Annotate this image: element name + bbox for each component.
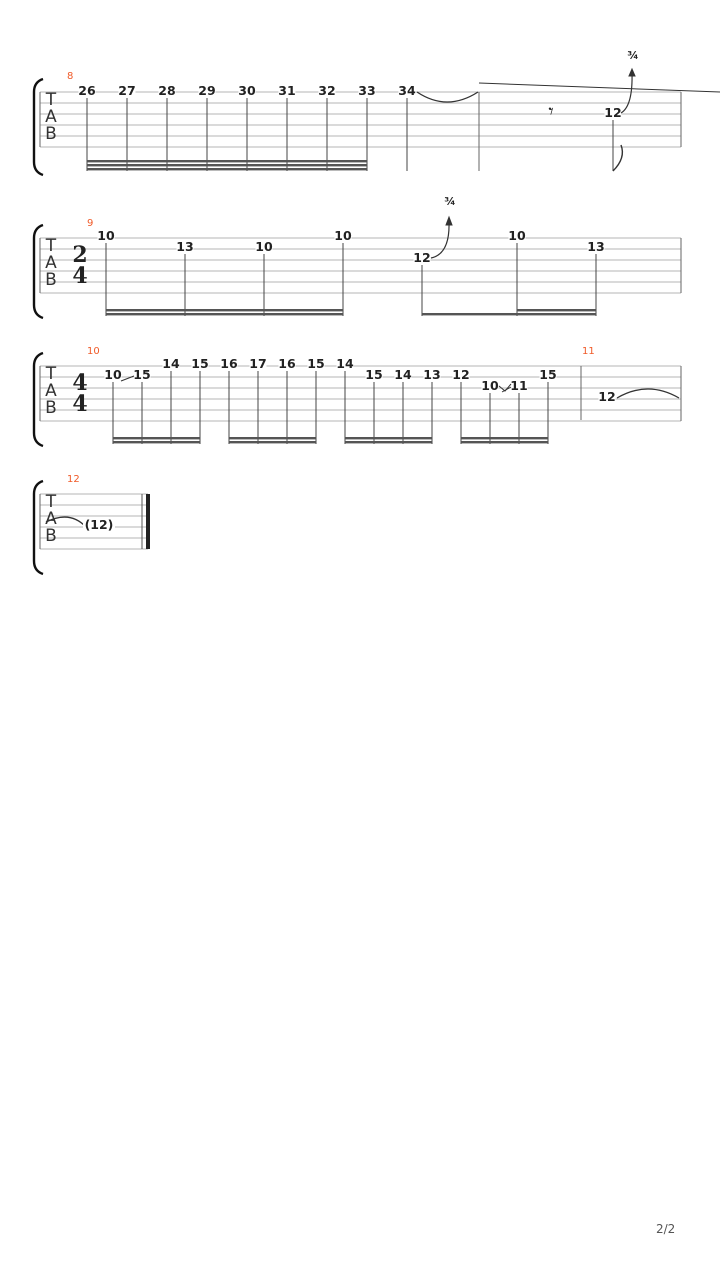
fret-number: 16	[220, 356, 238, 371]
page-indicator: 2/2	[656, 1222, 676, 1236]
note-flag	[613, 145, 622, 171]
fret-number: 32	[318, 83, 336, 98]
bend-arrowhead	[629, 69, 635, 76]
fret-number: 12	[413, 250, 431, 265]
fret-number: 15	[365, 367, 383, 382]
fret-number: 15	[191, 356, 209, 371]
fret-number: 26	[78, 83, 96, 98]
fret-number: 10	[508, 228, 526, 243]
fret-number: 27	[118, 83, 136, 98]
fret-number-tied: 12	[598, 389, 616, 404]
beam-16th	[229, 441, 316, 443]
fret-number: 13	[176, 239, 194, 254]
system-1-tab-clef-a: A	[45, 107, 57, 127]
beam-16th	[113, 441, 200, 443]
beam-16th	[106, 313, 343, 315]
beam-16th	[345, 437, 432, 439]
fret-number: 17	[249, 356, 267, 371]
time-signature-2-4-bottom: 4	[72, 263, 88, 289]
tie-arc	[417, 92, 478, 102]
system-3-tab-clef-b: B	[45, 398, 57, 418]
fret-number: 34	[398, 83, 416, 98]
fret-number: 13	[423, 367, 441, 382]
time-signature-2-4-top: 2	[72, 242, 88, 268]
fret-number: 10	[481, 378, 499, 393]
slide-line	[479, 83, 720, 92]
measure-number-9: 9	[87, 218, 94, 229]
final-barline-thick	[146, 494, 150, 549]
time-signature-4-4-bottom: 4	[72, 391, 88, 417]
fret-number: 12	[452, 367, 470, 382]
beam-16th	[229, 437, 316, 439]
system-1-bracket	[34, 79, 43, 175]
fret-number: 10	[255, 239, 273, 254]
system-4-tab-clef-a: A	[45, 509, 57, 529]
system-1-tab-clef-b: B	[45, 124, 57, 144]
fret-number: 10	[104, 367, 122, 382]
eighth-rest: 𝄾	[548, 99, 554, 123]
measure-number-11: 11	[582, 346, 595, 357]
beam-8th	[422, 313, 596, 315]
bend-amount: ¾	[627, 49, 639, 62]
beam-16th	[87, 160, 367, 162]
fret-number-tied: (12)	[84, 517, 114, 532]
fret-number: 15	[133, 367, 151, 382]
beam-16th	[87, 164, 367, 166]
time-signature-4-4-top: 4	[72, 370, 88, 396]
fret-number: 29	[198, 83, 216, 98]
tie-arc	[617, 389, 679, 398]
fret-number: 30	[238, 83, 256, 98]
fret-number: 16	[278, 356, 296, 371]
system-4-tab-clef-b: B	[45, 526, 57, 546]
beam-16th	[106, 309, 343, 311]
measure-number-12: 12	[67, 474, 80, 485]
beam-16th	[345, 441, 432, 443]
fret-number: 14	[394, 367, 412, 382]
beam-16th	[461, 441, 548, 443]
beam-16th	[87, 168, 367, 170]
fret-number: 33	[358, 83, 376, 98]
bend-amount: ¾	[444, 195, 456, 208]
bend-arrowhead	[446, 217, 452, 225]
system-1-tab-clef-t: T	[45, 90, 57, 110]
beam-16th	[461, 437, 548, 439]
system-2-tab-clef-b: B	[45, 270, 57, 290]
bend-curve	[431, 222, 449, 258]
fret-number: 31	[278, 83, 296, 98]
fret-number: 15	[307, 356, 325, 371]
beam-16th	[113, 437, 200, 439]
fret-number: 14	[162, 356, 180, 371]
system-3-tab-clef-t: T	[45, 364, 57, 384]
fret-number: 13	[587, 239, 605, 254]
beam-16th-partial	[517, 309, 596, 311]
system-4-tab-clef-t: T	[45, 492, 57, 512]
system-3-tab-clef-a: A	[45, 381, 57, 401]
system-2-tab-clef-a: A	[45, 253, 57, 273]
fret-number: 11	[510, 378, 528, 393]
fret-number: 10	[97, 228, 115, 243]
fret-number: 14	[336, 356, 354, 371]
system-2-tab-clef-t: T	[45, 236, 57, 256]
fret-number: 10	[334, 228, 352, 243]
measure-number-10: 10	[87, 346, 100, 357]
fret-number: 15	[539, 367, 557, 382]
fret-number: 28	[158, 83, 176, 98]
fret-number-bend: 12	[604, 105, 622, 120]
measure-number-8: 8	[67, 71, 74, 82]
